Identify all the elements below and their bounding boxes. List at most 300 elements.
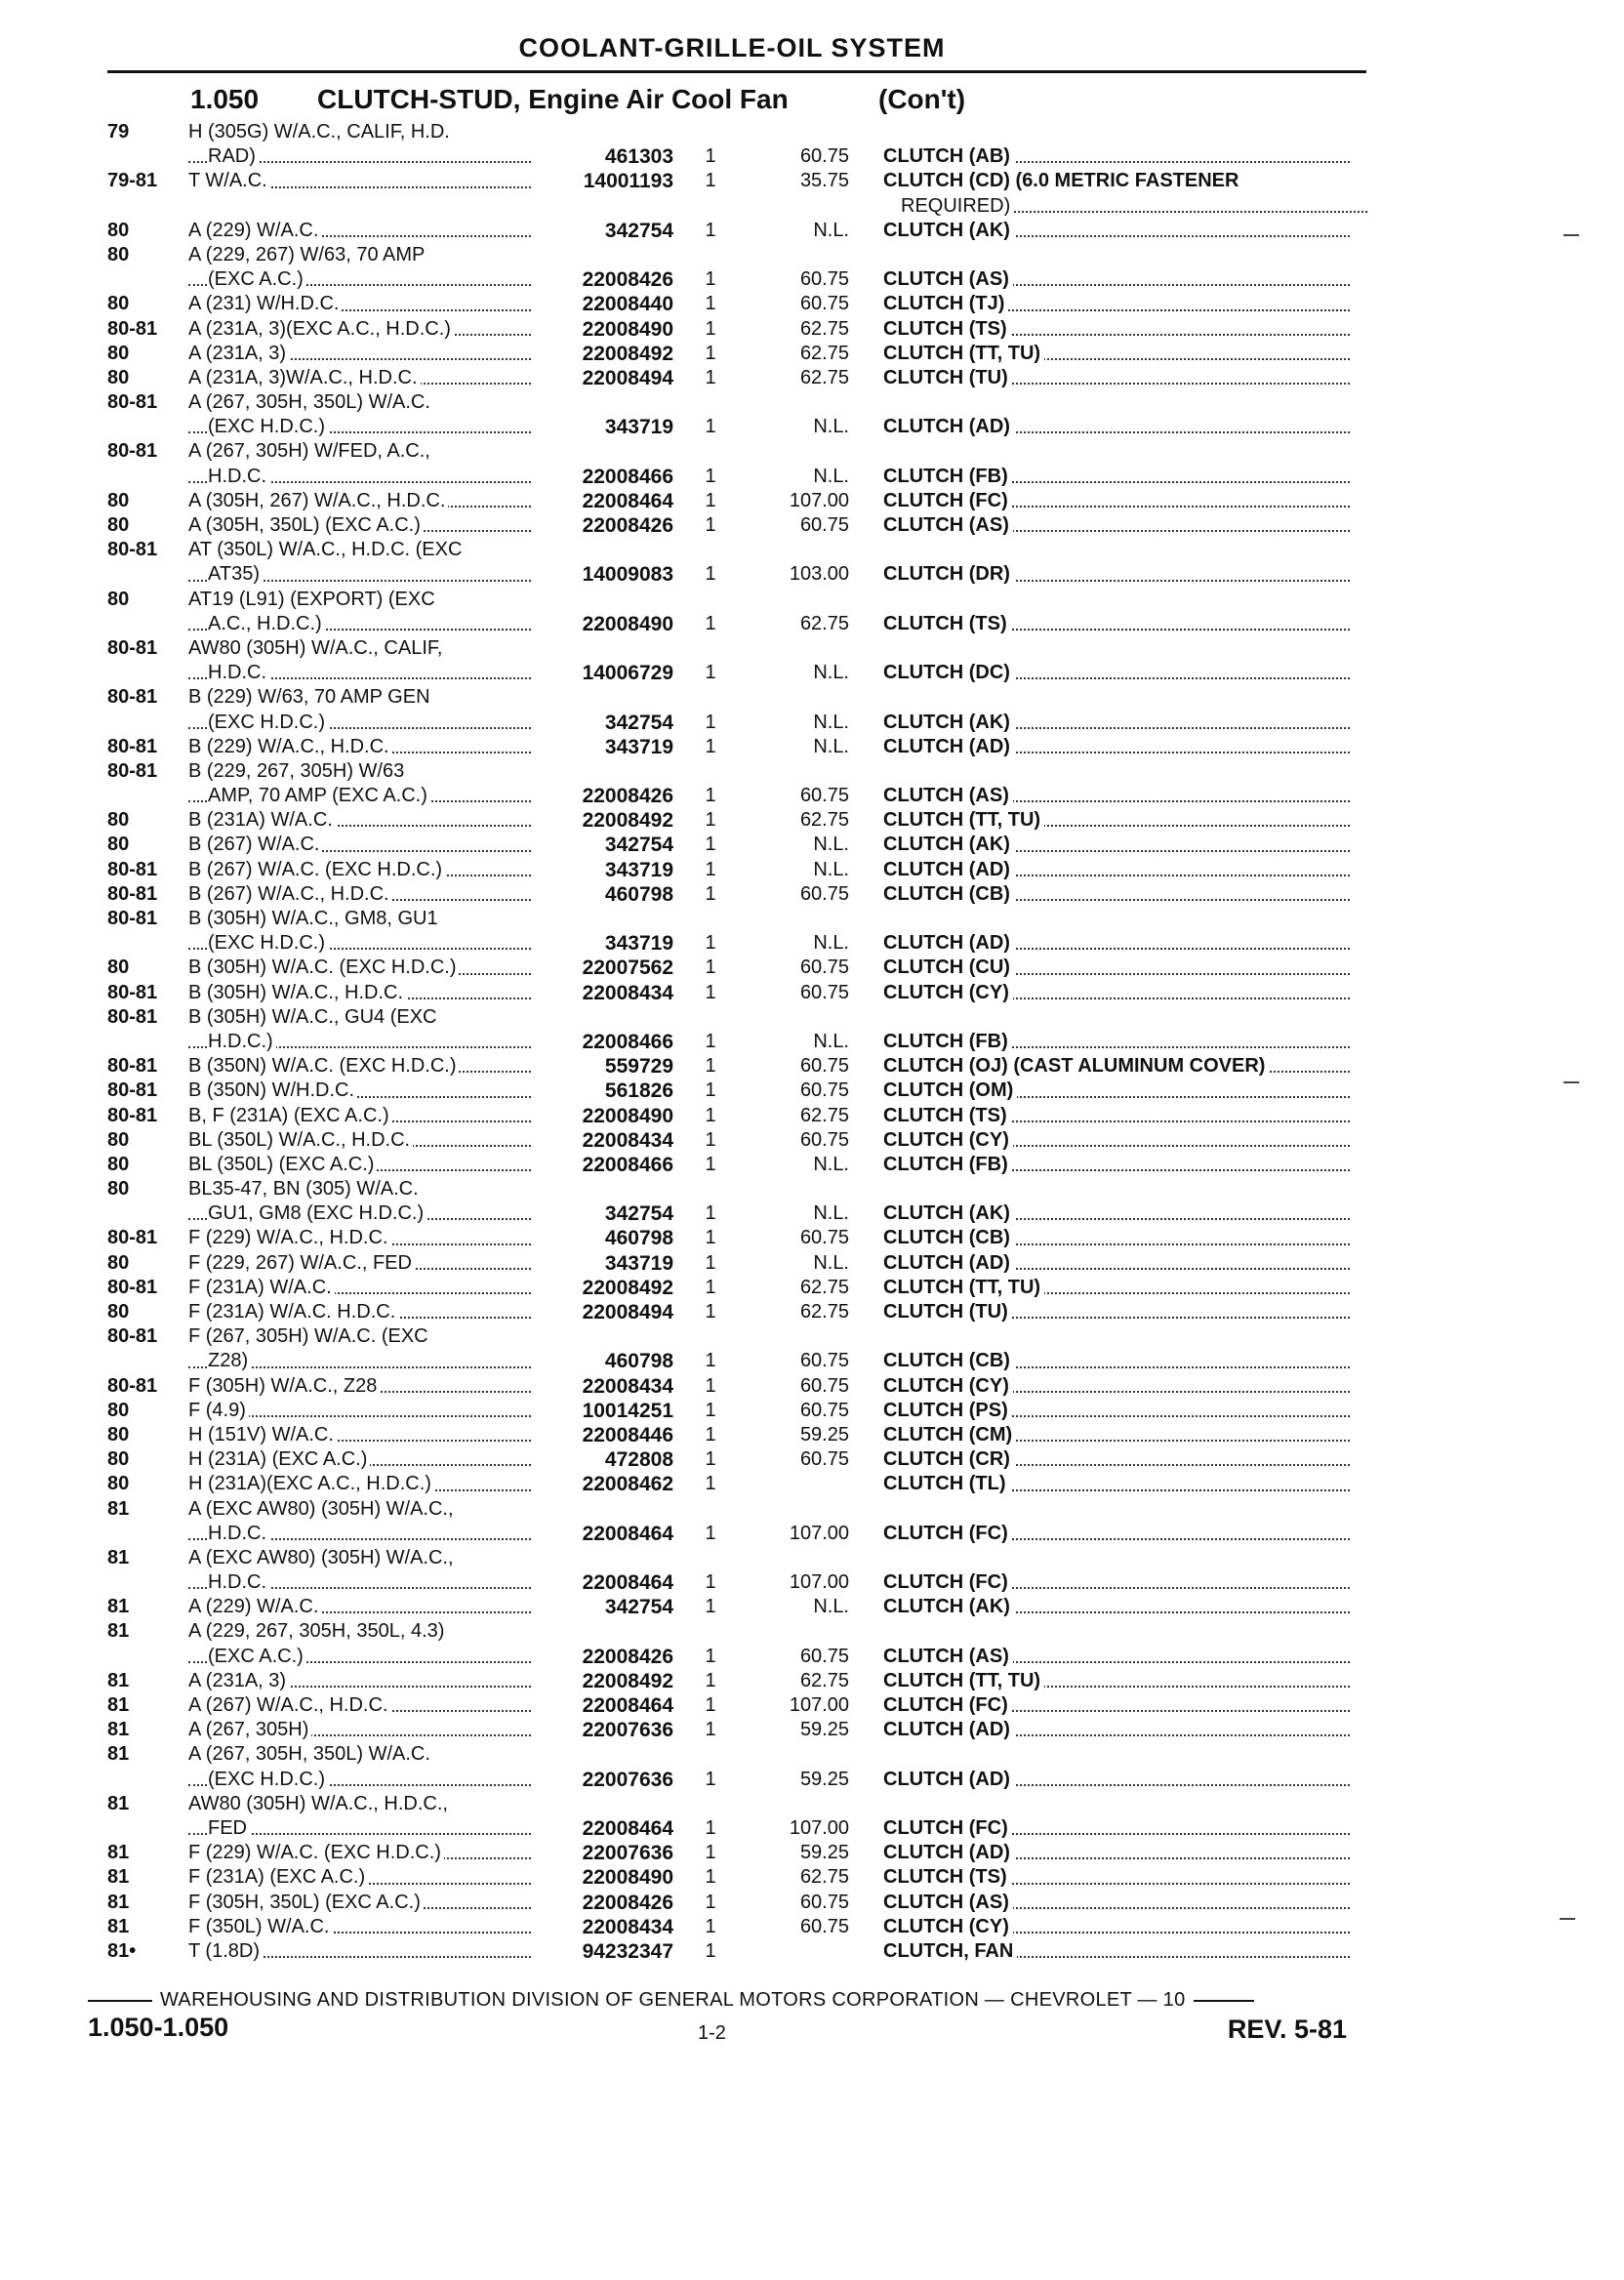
identification	[883, 1423, 1354, 1447]
identification	[883, 1201, 1354, 1226]
description-text: B (350N) W/H.D.C.	[188, 1079, 357, 1101]
part-row	[0, 1201, 1624, 1226]
description-text: F (229) W/A.C. (EXC H.D.C.)	[188, 1842, 444, 1863]
model-year: 81	[107, 1546, 130, 1568]
identification	[883, 1374, 1354, 1399]
quantity: 1	[705, 858, 716, 880]
description-text: A (EXC AW80) (305H) W/A.C.,	[188, 1547, 457, 1568]
identification-text: CLUTCH (OM)	[883, 1079, 1017, 1101]
application-description	[188, 1497, 535, 1522]
part-row	[0, 1324, 1624, 1349]
part-row	[0, 612, 1624, 636]
footer-rule-left	[88, 2000, 152, 2002]
model-year: 80-81	[107, 882, 158, 905]
part-row	[0, 784, 1624, 808]
application-description	[188, 1915, 535, 1939]
model-year: 81	[107, 1866, 130, 1889]
identification-text	[883, 908, 887, 929]
part-number: 472808	[604, 1448, 673, 1472]
identification	[883, 415, 1354, 439]
application-description	[188, 562, 535, 587]
model-year: 80-81	[107, 1005, 158, 1028]
part-row	[0, 1546, 1624, 1570]
part-number: 460798	[604, 1350, 673, 1373]
price: N.L.	[813, 1153, 849, 1175]
price: 62.75	[799, 317, 849, 340]
price: N.L.	[813, 1030, 849, 1052]
application-description	[188, 636, 535, 661]
identification	[883, 1645, 1354, 1669]
quantity: 1	[705, 342, 716, 364]
identification	[883, 1054, 1354, 1079]
revision-label: REV. 5-81	[1227, 2015, 1347, 2044]
part-number: 22008464	[582, 489, 673, 512]
part-number: 22008434	[582, 981, 673, 1004]
quantity: 1	[705, 1842, 716, 1864]
quantity: 1	[705, 1866, 716, 1889]
quantity: 1	[705, 1055, 716, 1078]
margin-mark	[1563, 234, 1579, 236]
description-text: H (231A)(EXC A.C., H.D.C.)	[188, 1473, 434, 1494]
application-description	[188, 366, 535, 390]
part-row	[0, 1054, 1624, 1079]
identification-text: CLUTCH (TT, TU)	[883, 343, 1044, 364]
description-text: Z28)	[208, 1350, 251, 1371]
application-description	[188, 1669, 535, 1693]
part-number: 22007562	[582, 957, 673, 980]
part-number: 94232347	[582, 1939, 673, 1963]
identification-text	[883, 1498, 887, 1520]
identification	[883, 169, 1354, 193]
identification-text: CLUTCH (TT, TU)	[883, 809, 1044, 831]
model-year: 80	[107, 293, 130, 315]
description-text: A (231A, 3)W/A.C., H.D.C.	[188, 367, 421, 388]
description-text: F (4.9)	[188, 1400, 249, 1421]
description-text: F (350L) W/A.C.	[188, 1916, 332, 1937]
identification-text: CLUTCH (CD) (6.0 METRIC FASTENER	[883, 170, 1239, 192]
identification-text: CLUTCH (CM)	[883, 1424, 1016, 1445]
part-number: 22008466	[582, 1153, 673, 1176]
description-text: BL (350L) (EXC A.C.)	[188, 1154, 377, 1175]
price: 62.75	[799, 612, 849, 634]
system-title: COOLANT-GRILLE-OIL SYSTEM	[518, 33, 946, 62]
identification-text: CLUTCH (FC)	[883, 1571, 1012, 1593]
identification	[883, 735, 1354, 759]
model-year: 80-81	[107, 759, 158, 782]
description-text: B (229, 267, 305H) W/63	[188, 760, 407, 782]
part-row	[0, 1153, 1624, 1177]
identification	[883, 243, 1354, 267]
application-description	[188, 1816, 535, 1841]
part-row	[0, 1891, 1624, 1915]
description-text: A (231) W/H.D.C.	[188, 293, 342, 314]
price: N.L.	[813, 219, 849, 241]
identification-text: REQUIRED)	[901, 195, 1014, 217]
part-row	[0, 1718, 1624, 1742]
description-text: FED	[208, 1817, 250, 1839]
price: 107.00	[789, 1571, 849, 1594]
description-text: (EXC H.D.C.)	[208, 712, 328, 733]
model-year: 80	[107, 342, 130, 364]
part-row	[0, 1522, 1624, 1546]
application-description	[188, 1595, 535, 1619]
price: N.L.	[813, 1202, 849, 1225]
description-text: F (231A) W/A.C.	[188, 1277, 335, 1298]
model-year: 81	[107, 1743, 130, 1766]
section-name: CLUTCH-STUD, Engine Air Cool Fan	[317, 84, 789, 114]
quantity: 1	[705, 1374, 716, 1397]
identification	[883, 931, 1354, 956]
part-row	[0, 1865, 1624, 1890]
quantity: 1	[705, 268, 716, 291]
application-description	[188, 1030, 535, 1054]
part-row	[0, 562, 1624, 587]
quantity: 1	[705, 1939, 716, 1962]
quantity: 1	[705, 1571, 716, 1594]
description-text: F (229, 267) W/A.C., FED	[188, 1252, 415, 1274]
identification	[883, 956, 1354, 980]
part-row	[0, 1226, 1624, 1250]
application-description	[188, 588, 535, 612]
identification	[883, 1300, 1354, 1324]
description-text: A (305H, 267) W/A.C., H.D.C.	[188, 490, 448, 511]
application-description	[188, 661, 535, 685]
price: 103.00	[789, 563, 849, 586]
part-row	[0, 317, 1624, 342]
quantity: 1	[705, 514, 716, 536]
identification-text: CLUTCH (DC)	[883, 662, 1014, 683]
identification-text	[883, 686, 887, 708]
price: N.L.	[813, 1251, 849, 1274]
application-description	[188, 981, 535, 1005]
identification	[883, 1669, 1354, 1693]
price: 59.25	[799, 1719, 849, 1741]
price: 107.00	[789, 1522, 849, 1544]
identification-text: CLUTCH (TS)	[883, 318, 1011, 340]
identification	[883, 808, 1354, 833]
identification	[883, 267, 1354, 292]
identification	[883, 711, 1354, 735]
identification-text: CLUTCH (TJ)	[883, 293, 1008, 314]
quantity: 1	[705, 612, 716, 634]
price: 60.75	[799, 1128, 849, 1151]
application-description	[188, 1619, 535, 1644]
identification-text	[883, 539, 887, 560]
identification	[883, 1768, 1354, 1792]
description-text: A (231A, 3)	[188, 1670, 289, 1691]
application-description	[188, 1423, 535, 1447]
part-row	[0, 907, 1624, 931]
part-row	[0, 858, 1624, 882]
identification-text: CLUTCH (CY)	[883, 1375, 1013, 1397]
price: 60.75	[799, 785, 849, 807]
footer-rule-right	[1194, 2000, 1254, 2002]
part-row	[0, 1079, 1624, 1103]
part-row	[0, 342, 1624, 366]
identification-text: CLUTCH (AK)	[883, 1202, 1014, 1224]
quantity: 1	[705, 563, 716, 586]
part-row	[0, 1816, 1624, 1841]
identification-text: CLUTCH (AD)	[883, 736, 1014, 757]
model-year: 80	[107, 1301, 130, 1323]
price: N.L.	[813, 834, 849, 856]
application-description	[188, 1865, 535, 1890]
application-description	[188, 1177, 535, 1201]
identification	[883, 1251, 1354, 1276]
description-text: A (229, 267, 305H, 350L, 4.3)	[188, 1620, 447, 1642]
part-number: 559729	[604, 1055, 673, 1079]
price: 59.25	[799, 1423, 849, 1445]
part-row	[0, 1939, 1624, 1964]
application-description	[188, 1792, 535, 1816]
model-year: 80	[107, 514, 130, 536]
identification-text: CLUTCH (CB)	[883, 1227, 1014, 1248]
price: 60.75	[799, 145, 849, 168]
identification-text: CLUTCH (AD)	[883, 1252, 1014, 1274]
description-text: A.C., H.D.C.)	[208, 613, 325, 634]
quantity: 1	[705, 957, 716, 979]
application-description	[188, 1939, 535, 1964]
part-number: 22008464	[582, 1816, 673, 1840]
identification-text	[883, 1793, 887, 1814]
part-number: 22008464	[582, 1694, 673, 1717]
part-row	[0, 538, 1624, 562]
application-description	[188, 833, 535, 857]
part-number: 342754	[604, 834, 673, 857]
description-text: B (305H) W/A.C., GM8, GU1	[188, 908, 441, 929]
application-description	[188, 1201, 535, 1226]
application-description	[188, 1718, 535, 1742]
identification	[883, 1497, 1354, 1522]
part-row	[0, 194, 1624, 219]
identification	[883, 636, 1354, 661]
part-number: 22008426	[582, 785, 673, 808]
description-text: H (231A) (EXC A.C.)	[188, 1448, 370, 1470]
part-number: 342754	[604, 219, 673, 242]
quantity: 1	[705, 932, 716, 955]
part-row	[0, 144, 1624, 169]
price: 60.75	[799, 1374, 849, 1397]
part-row	[0, 1742, 1624, 1767]
price: N.L.	[813, 711, 849, 733]
part-number: 343719	[604, 416, 673, 439]
price: 60.75	[799, 1079, 849, 1102]
description-text: AW80 (305H) W/A.C., CALIF,	[188, 637, 445, 659]
price: 35.75	[799, 170, 849, 192]
description-text: H.D.C.	[208, 1523, 269, 1544]
identification	[883, 612, 1354, 636]
model-year: 80	[107, 1251, 130, 1274]
part-row	[0, 169, 1624, 193]
part-number: 22008434	[582, 1128, 673, 1152]
identification	[883, 1030, 1354, 1054]
description-text: T (1.8D)	[188, 1940, 263, 1962]
identification-text: CLUTCH (FC)	[883, 490, 1012, 511]
price: 59.25	[799, 1768, 849, 1790]
identification-text: CLUTCH (FC)	[883, 1694, 1012, 1716]
identification-text: CLUTCH (TS)	[883, 1866, 1011, 1888]
price: 60.75	[799, 1055, 849, 1078]
price: 60.75	[799, 1399, 849, 1421]
quantity: 1	[705, 1202, 716, 1225]
quantity: 1	[705, 489, 716, 511]
quantity: 1	[705, 1768, 716, 1790]
identification-text: CLUTCH (TU)	[883, 1301, 1012, 1323]
application-description	[188, 1153, 535, 1177]
part-number: 22008464	[582, 1571, 673, 1595]
part-row	[0, 1251, 1624, 1276]
price: 62.75	[799, 1866, 849, 1889]
part-number: 22008492	[582, 809, 673, 833]
part-row	[0, 1497, 1624, 1522]
part-row	[0, 833, 1624, 857]
identification-text: CLUTCH (CY)	[883, 1916, 1013, 1937]
price: 62.75	[799, 1104, 849, 1126]
part-number: 22007636	[582, 1842, 673, 1865]
margin-mark	[1560, 1918, 1575, 1920]
identification-text: CLUTCH (AD)	[883, 1842, 1014, 1863]
part-row	[0, 1472, 1624, 1496]
quantity: 1	[705, 416, 716, 438]
quantity: 1	[705, 882, 716, 905]
part-row	[0, 1374, 1624, 1399]
title-rule	[107, 70, 1366, 73]
model-year: 81	[107, 1915, 130, 1937]
model-year: 80-81	[107, 858, 158, 880]
price: 107.00	[789, 489, 849, 511]
application-description	[188, 1276, 535, 1300]
description-text: B (229) W/A.C., H.D.C.	[188, 736, 392, 757]
identification	[883, 1079, 1354, 1103]
identification-text: CLUTCH (CB)	[883, 883, 1014, 905]
price: 60.75	[799, 981, 849, 1003]
quantity: 1	[705, 1227, 716, 1249]
section-number: 1.050	[190, 84, 260, 114]
part-row	[0, 292, 1624, 316]
quantity: 1	[705, 317, 716, 340]
model-year: 80	[107, 834, 130, 856]
footer-division-text: WAREHOUSING AND DISTRIBUTION DIVISION OF GENERAL MOTORS CORPORATION — CHEVROLET — 10	[160, 1989, 1186, 2011]
price: 60.75	[799, 1448, 849, 1471]
description-text: AT19 (L91) (EXPORT) (EXC	[188, 589, 438, 610]
part-number: 22008426	[582, 514, 673, 537]
section-heading	[190, 84, 965, 115]
page-range: 1.050-1.050	[88, 2013, 229, 2042]
application-description	[188, 1054, 535, 1079]
application-description	[188, 1104, 535, 1128]
application-description	[188, 931, 535, 956]
part-number: 22008490	[582, 612, 673, 635]
description-text: A (267, 305H, 350L) W/A.C.	[188, 391, 433, 413]
quantity: 1	[705, 1104, 716, 1126]
identification-text	[883, 760, 887, 782]
identification	[883, 562, 1354, 587]
identification	[883, 120, 1354, 144]
identification-text: CLUTCH (AD)	[883, 859, 1014, 880]
model-year: 80-81	[107, 1104, 158, 1126]
part-number: 22008492	[582, 342, 673, 365]
identification-text	[883, 1743, 887, 1765]
part-number: 22008494	[582, 366, 673, 389]
parts-list	[0, 120, 1624, 1964]
application-description	[188, 489, 535, 513]
identification	[883, 1226, 1354, 1250]
identification-text: CLUTCH (CY)	[883, 982, 1013, 1003]
identification-text	[883, 1325, 887, 1347]
description-text: B (350N) W/A.C. (EXC H.D.C.)	[188, 1055, 459, 1077]
part-row	[0, 1104, 1624, 1128]
part-row	[0, 243, 1624, 267]
part-row	[0, 981, 1624, 1005]
description-text: F (267, 305H) W/A.C. (EXC	[188, 1325, 431, 1347]
part-number: 22008492	[582, 1669, 673, 1692]
part-row	[0, 390, 1624, 415]
part-row	[0, 956, 1624, 980]
quantity: 1	[705, 1473, 716, 1495]
quantity: 1	[705, 219, 716, 241]
part-row	[0, 120, 1624, 144]
application-description	[188, 390, 535, 415]
identification-text: CLUTCH (TS)	[883, 1105, 1011, 1126]
identification-text: CLUTCH, FAN	[883, 1940, 1017, 1962]
part-row	[0, 1619, 1624, 1644]
part-row	[0, 1399, 1624, 1423]
model-year: 81	[107, 1891, 130, 1913]
part-row	[0, 735, 1624, 759]
identification-text: CLUTCH (FC)	[883, 1817, 1012, 1839]
part-row	[0, 1300, 1624, 1324]
description-text: A (267, 305H) W/FED, A.C.,	[188, 440, 433, 462]
part-number: 22008426	[582, 1891, 673, 1914]
part-row	[0, 1768, 1624, 1792]
application-description	[188, 292, 535, 316]
model-year: 80	[107, 243, 130, 265]
identification-text: CLUTCH (FB)	[883, 1154, 1012, 1175]
application-description	[188, 1399, 535, 1423]
description-text: H (305G) W/A.C., CALIF, H.D.	[188, 121, 453, 142]
part-number: 461303	[604, 145, 673, 169]
model-year: 80	[107, 1423, 130, 1445]
part-number: 22008426	[582, 268, 673, 292]
part-row	[0, 1005, 1624, 1030]
identification	[883, 1915, 1354, 1939]
description-text: A (231A, 3)	[188, 343, 289, 364]
identification-text	[883, 244, 887, 265]
part-number: 14001193	[583, 170, 673, 193]
identification	[883, 439, 1354, 464]
quantity: 1	[705, 1645, 716, 1667]
description-text	[188, 195, 191, 217]
price: N.L.	[813, 735, 849, 757]
part-number: 22008490	[582, 1866, 673, 1890]
quantity: 1	[705, 1669, 716, 1691]
application-description	[188, 1645, 535, 1669]
application-description	[188, 808, 535, 833]
identification-text: CLUTCH (AS)	[883, 268, 1013, 290]
quantity: 1	[705, 1915, 716, 1937]
identification-text: CLUTCH (AD)	[883, 1719, 1014, 1740]
continued-label: (Con't)	[878, 84, 966, 114]
quantity: 1	[705, 1522, 716, 1544]
part-row	[0, 711, 1624, 735]
identification-text: CLUTCH (AK)	[883, 834, 1014, 855]
identification-text: CLUTCH (FB)	[883, 1031, 1012, 1052]
quantity: 1	[705, 1276, 716, 1298]
part-number: 14009083	[582, 563, 673, 587]
application-description	[188, 1300, 535, 1324]
model-year: 80-81	[107, 636, 158, 659]
description-text: BL35-47, BN (305) W/A.C.	[188, 1178, 422, 1200]
